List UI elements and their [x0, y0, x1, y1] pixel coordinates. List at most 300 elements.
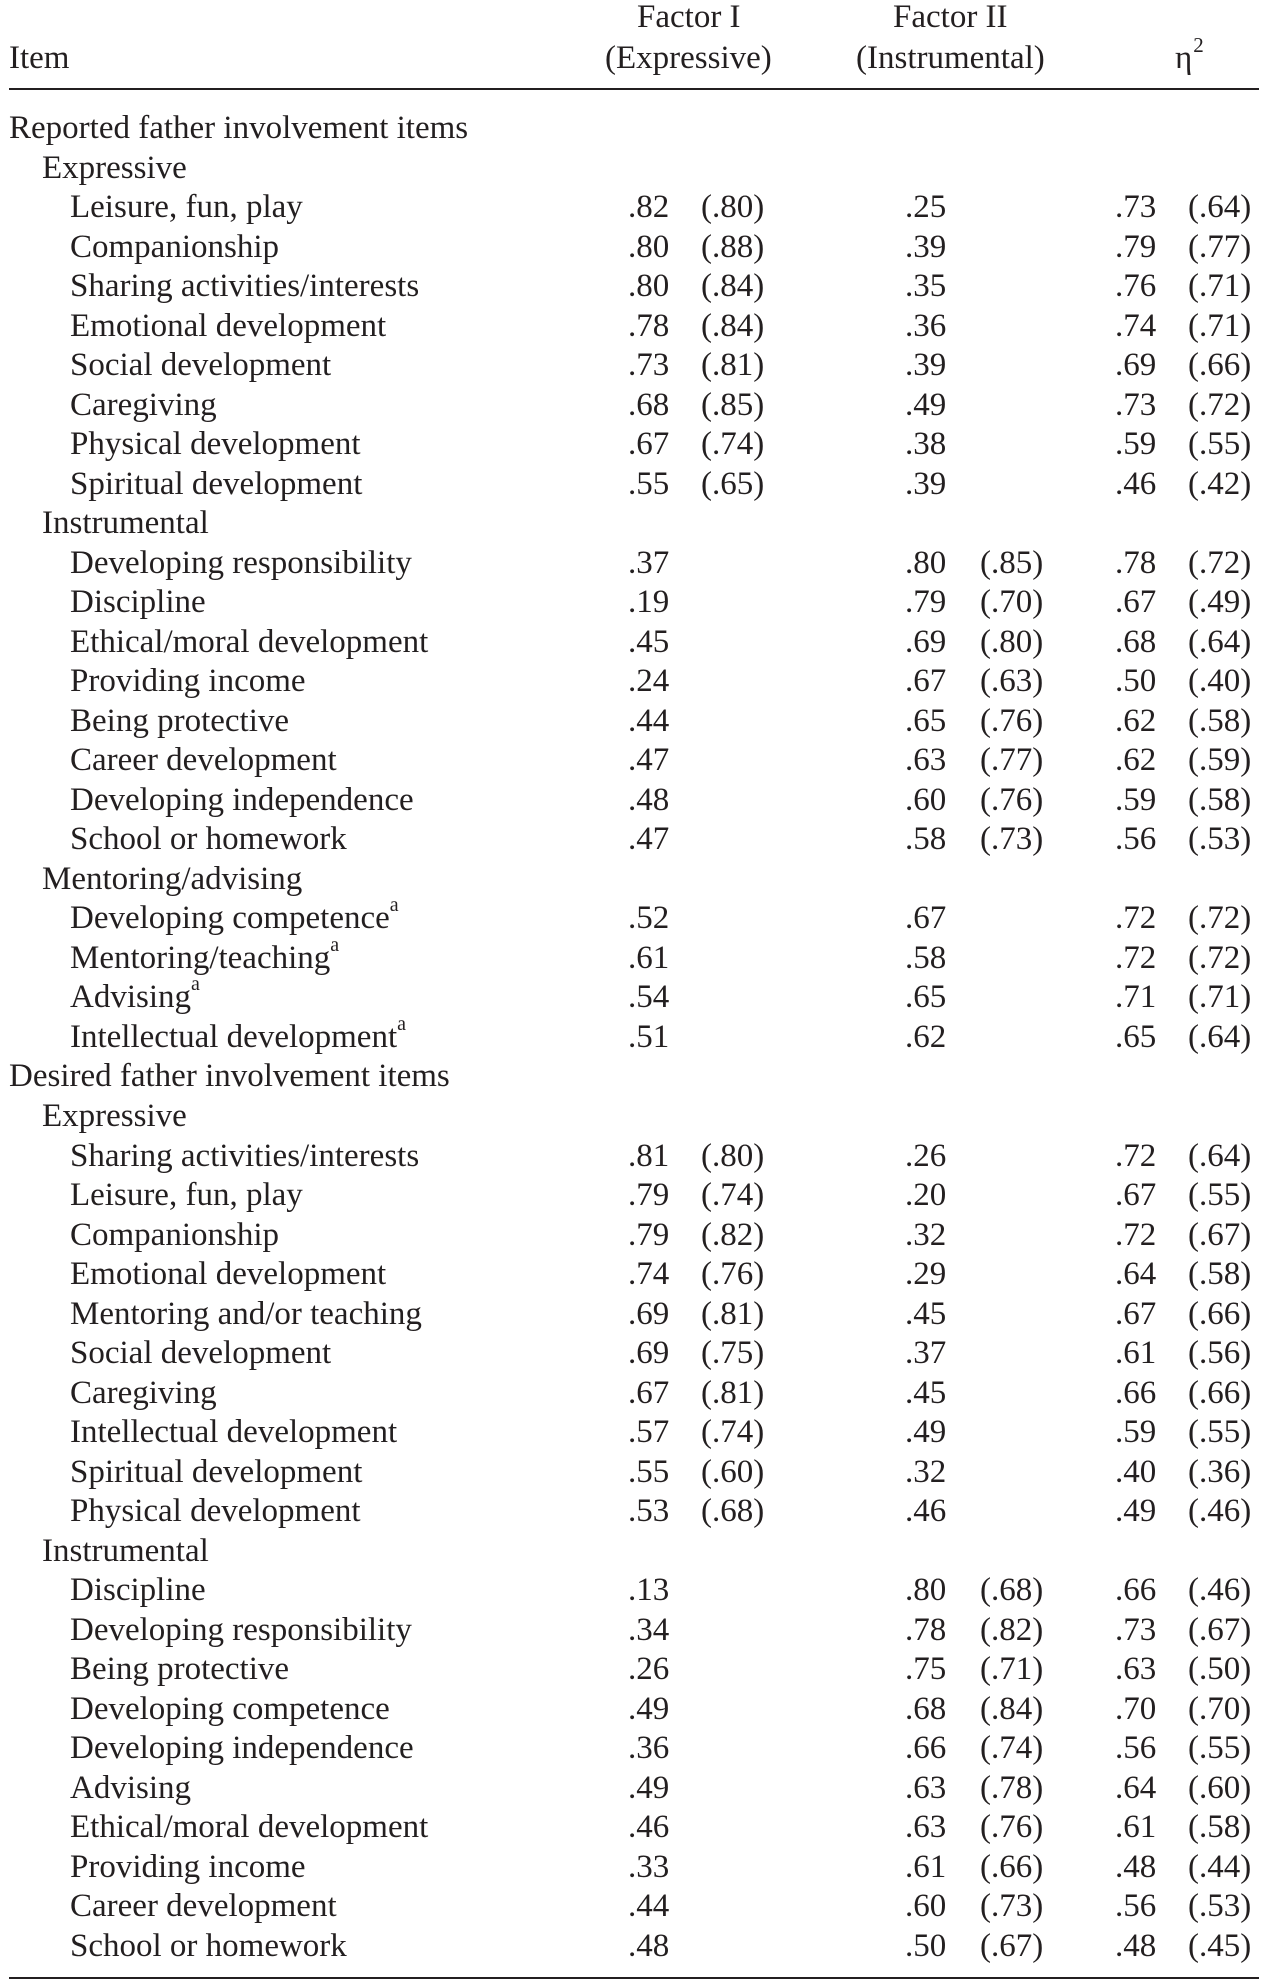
table-row	[0, 973, 1280, 1018]
eta-squared-value: .48	[1115, 1848, 1157, 1885]
eta-squared-value: .59	[1115, 1414, 1157, 1451]
eta-squared-cfa-value: (.64)	[1188, 189, 1252, 226]
factor2-cfa-loading: (.76)	[980, 702, 1044, 739]
item-label-text: Intellectual development	[70, 1414, 398, 1451]
footnote-marker: a	[330, 933, 340, 956]
table-row	[0, 1769, 1280, 1809]
factor1-cfa-loading: (.84)	[701, 268, 765, 305]
item-label-text: Instrumental	[42, 505, 209, 542]
item-label-text: Intellectual development	[70, 1018, 398, 1055]
factor1-loading: .67	[628, 426, 670, 463]
item-label-text: Leisure, fun, play	[70, 1177, 303, 1214]
factor2-loading: .63	[905, 742, 947, 779]
item-label	[70, 1216, 279, 1256]
eta-squared-cfa-value: (.60)	[1188, 1769, 1252, 1806]
factor2-loading: .49	[905, 386, 947, 423]
item-label-text: Discipline	[70, 584, 206, 621]
factor2-loading: .45	[905, 1295, 947, 1332]
factor1-loading: .49	[628, 1769, 670, 1806]
eta-squared-cfa-value: (.71)	[1188, 268, 1252, 305]
factor2-loading: .63	[905, 1769, 947, 1806]
table-row	[0, 1255, 1280, 1295]
factor2-loading: .39	[905, 465, 947, 502]
factor2-loading: .67	[905, 663, 947, 700]
factor2-loading: .58	[905, 939, 947, 976]
item-label-text: Being protective	[70, 1651, 290, 1688]
table-row	[0, 346, 1280, 386]
item-label-text: Physical development	[70, 1493, 361, 1530]
eta-squared-cfa-value: (.67)	[1188, 1611, 1252, 1648]
factor1-cfa-loading: (.65)	[701, 465, 765, 502]
item-label-text: Spiritual development	[70, 1453, 363, 1490]
table-row	[0, 1808, 1280, 1848]
factor2-loading: .67	[905, 900, 947, 937]
factor2-loading: .49	[905, 1414, 947, 1451]
factor1-loading: .47	[628, 821, 670, 858]
factor2-loading: .36	[905, 307, 947, 344]
factor1-cfa-loading: (.81)	[701, 347, 765, 384]
eta-squared-value: .73	[1115, 386, 1157, 423]
factor1-cfa-loading: (.80)	[701, 189, 765, 226]
table-row	[0, 188, 1280, 228]
factor2-cfa-loading: (.80)	[980, 623, 1044, 660]
table-row	[0, 1927, 1280, 1967]
eta-squared-cfa-value: (.44)	[1188, 1848, 1252, 1885]
item-label	[70, 1571, 206, 1611]
eta-symbol: η	[1175, 40, 1193, 76]
factor1-loading: .79	[628, 1177, 670, 1214]
factor2-loading: .65	[905, 702, 947, 739]
item-label	[70, 465, 362, 505]
factor2-cfa-loading: (.68)	[980, 1572, 1044, 1609]
item-label-text: Companionship	[70, 1216, 280, 1253]
item-label	[42, 149, 187, 189]
item-label	[70, 781, 414, 821]
item-label	[70, 1137, 419, 1177]
item-label	[70, 1808, 428, 1848]
item-label	[70, 1453, 362, 1493]
table-row	[0, 267, 1280, 307]
factor2-cfa-loading: (.63)	[980, 663, 1044, 700]
item-label	[70, 1492, 361, 1532]
eta-squared-value: .48	[1115, 1927, 1157, 1964]
factor1-loading: .81	[628, 1137, 670, 1174]
table-row	[0, 1729, 1280, 1769]
factor1-loading: .34	[628, 1611, 670, 1648]
item-label-text: Caregiving	[70, 386, 217, 423]
table-row	[0, 1012, 1280, 1058]
factor2-loading: .38	[905, 426, 947, 463]
factor2-loading: .68	[905, 1690, 947, 1727]
item-label-text: Developing competence	[70, 1690, 390, 1727]
eta-squared-value: .49	[1115, 1493, 1157, 1530]
subsection-header	[0, 1097, 1280, 1137]
item-label	[70, 1887, 337, 1927]
eta-squared-cfa-value: (.50)	[1188, 1651, 1252, 1688]
table-row	[0, 1413, 1280, 1453]
eta-squared-value: .72	[1115, 1216, 1157, 1253]
eta-squared-cfa-value: (.64)	[1188, 1018, 1252, 1055]
factor1-cfa-loading: (.60)	[701, 1453, 765, 1490]
factor2-loading: .20	[905, 1177, 947, 1214]
table-row	[0, 623, 1280, 663]
item-label	[70, 1255, 386, 1295]
table-row	[0, 1848, 1280, 1888]
item-label-text: Reported father involvement items	[9, 110, 469, 146]
factor1-cfa-loading: (.80)	[701, 1137, 765, 1174]
item-label	[70, 1176, 303, 1216]
eta-squared-value: .67	[1115, 584, 1157, 621]
factor1-loading: .19	[628, 584, 670, 621]
factor1-loading: .73	[628, 347, 670, 384]
item-label-text: Career development	[70, 742, 337, 779]
table-row	[0, 1611, 1280, 1651]
factor2-cfa-loading: (.78)	[980, 1769, 1044, 1806]
item-label-text: Providing income	[70, 663, 306, 700]
eta-squared-value: .72	[1115, 900, 1157, 937]
item-label	[42, 1532, 209, 1572]
factor1-loading: .52	[628, 900, 670, 937]
factor1-loading: .53	[628, 1493, 670, 1530]
item-label	[70, 1295, 422, 1335]
table-row	[0, 1887, 1280, 1927]
eta-squared-value: .64	[1115, 1256, 1157, 1293]
table-row	[0, 228, 1280, 268]
factor2-loading: .80	[905, 1572, 947, 1609]
factor1-loading: .80	[628, 268, 670, 305]
item-label-text: Social development	[70, 1335, 332, 1372]
eta-squared-cfa-value: (.64)	[1188, 1137, 1252, 1174]
header-factor1-title: Factor I	[637, 0, 741, 35]
eta-squared-value: .56	[1115, 1730, 1157, 1767]
eta-squared-value: .56	[1115, 1888, 1157, 1925]
eta-squared-cfa-value: (.67)	[1188, 1216, 1252, 1253]
item-label-text: Mentoring/teaching	[70, 939, 331, 976]
table-row	[0, 781, 1280, 821]
item-label-text: School or homework	[70, 1927, 347, 1964]
table-row	[0, 307, 1280, 347]
eta-squared-value: .62	[1115, 702, 1157, 739]
factor2-cfa-loading: (.76)	[980, 1809, 1044, 1846]
item-label	[70, 188, 303, 228]
factor1-loading: .36	[628, 1730, 670, 1767]
factor1-cfa-loading: (.88)	[701, 228, 765, 265]
factor2-loading: .62	[905, 1018, 947, 1055]
factor2-loading: .65	[905, 979, 947, 1016]
factor2-loading: .46	[905, 1493, 947, 1530]
factor1-loading: .55	[628, 465, 670, 502]
item-label	[70, 1611, 412, 1651]
factor2-loading: .61	[905, 1848, 947, 1885]
eta-squared-cfa-value: (.58)	[1188, 1809, 1252, 1846]
eta-squared-cfa-value: (.72)	[1188, 544, 1252, 581]
item-label	[70, 583, 206, 623]
factor1-loading: .78	[628, 307, 670, 344]
factor2-loading: .75	[905, 1651, 947, 1688]
factor2-loading: .60	[905, 1888, 947, 1925]
eta-squared-value: .72	[1115, 939, 1157, 976]
eta-squared-value: .56	[1115, 821, 1157, 858]
eta-squared-cfa-value: (.58)	[1188, 781, 1252, 818]
eta-squared-value: .74	[1115, 307, 1157, 344]
item-label	[70, 267, 419, 307]
eta-squared-cfa-value: (.49)	[1188, 584, 1252, 621]
eta-squared-cfa-value: (.71)	[1188, 979, 1252, 1016]
eta-squared-value: .59	[1115, 426, 1157, 463]
item-label-text: Emotional development	[70, 307, 387, 344]
eta-squared-value: .73	[1115, 189, 1157, 226]
factor1-loading: .46	[628, 1809, 670, 1846]
item-label-text: Advising	[70, 1769, 192, 1806]
eta-squared-value: .69	[1115, 347, 1157, 384]
header-factor2-title: Factor II	[893, 0, 1008, 35]
header-factor2-subtitle: (Instrumental)	[856, 40, 1045, 76]
factor1-cfa-loading: (.68)	[701, 1493, 765, 1530]
factor2-loading: .26	[905, 1137, 947, 1174]
factor2-cfa-loading: (.66)	[980, 1848, 1044, 1885]
eta-squared-cfa-value: (.66)	[1188, 1295, 1252, 1332]
factor2-loading: .25	[905, 189, 947, 226]
item-label	[70, 1729, 414, 1769]
item-label	[70, 425, 361, 465]
eta-squared-cfa-value: (.58)	[1188, 1256, 1252, 1293]
item-label-text: Career development	[70, 1888, 337, 1925]
table-row	[0, 1176, 1280, 1216]
eta-squared-value: .63	[1115, 1651, 1157, 1688]
factor2-loading: .45	[905, 1374, 947, 1411]
factor2-loading: .60	[905, 781, 947, 818]
item-label-text: Emotional development	[70, 1256, 387, 1293]
subsection-header	[0, 1532, 1280, 1572]
footnote-marker: a	[191, 973, 200, 996]
factor2-cfa-loading: (.84)	[980, 1690, 1044, 1727]
item-label	[70, 894, 399, 939]
item-label	[9, 109, 468, 149]
factor1-cfa-loading: (.82)	[701, 1216, 765, 1253]
factor2-loading: .37	[905, 1335, 947, 1372]
factor1-loading: .26	[628, 1651, 670, 1688]
eta-squared-cfa-value: (.59)	[1188, 742, 1252, 779]
footnote-marker: a	[389, 894, 399, 917]
table-row	[0, 465, 1280, 505]
factor1-cfa-loading: (.74)	[701, 426, 765, 463]
item-label-text: School or homework	[70, 821, 347, 858]
item-label-text: Developing independence	[70, 781, 414, 818]
eta-squared-value: .70	[1115, 1690, 1157, 1727]
table-row	[0, 1334, 1280, 1374]
factor2-loading: .80	[905, 544, 947, 581]
eta-squared-value: .62	[1115, 742, 1157, 779]
factor2-loading: .39	[905, 228, 947, 265]
item-label-text: Developing competence	[70, 900, 390, 937]
factor1-loading: .47	[628, 742, 670, 779]
eta-squared-value: .73	[1115, 1611, 1157, 1648]
item-label	[70, 346, 331, 386]
eta-squared-value: .61	[1115, 1335, 1157, 1372]
factor1-loading: .45	[628, 623, 670, 660]
eta-squared-value: .46	[1115, 465, 1157, 502]
factor2-cfa-loading: (.82)	[980, 1611, 1044, 1648]
item-label	[70, 307, 386, 347]
factor2-cfa-loading: (.73)	[980, 1888, 1044, 1925]
item-label	[70, 1334, 331, 1374]
section-header	[0, 1057, 1280, 1097]
factor1-cfa-loading: (.76)	[701, 1256, 765, 1293]
eta-squared-cfa-value: (.40)	[1188, 663, 1252, 700]
item-label	[70, 933, 340, 979]
item-label-text: Caregiving	[70, 1374, 217, 1411]
item-label	[9, 1057, 450, 1097]
factor1-cfa-loading: (.81)	[701, 1374, 765, 1411]
table-row	[0, 544, 1280, 584]
factor1-loading: .49	[628, 1690, 670, 1727]
eta-squared-value: .67	[1115, 1177, 1157, 1214]
eta-squared-cfa-value: (.72)	[1188, 900, 1252, 937]
item-label-text: Social development	[70, 347, 332, 384]
item-label	[70, 1374, 217, 1414]
item-label	[70, 1690, 390, 1730]
item-label-text: Physical development	[70, 426, 361, 463]
item-label-text: Leisure, fun, play	[70, 189, 303, 226]
factor1-loading: .44	[628, 1888, 670, 1925]
item-label-text: Instrumental	[42, 1532, 209, 1569]
item-label	[70, 1769, 191, 1809]
factor2-loading: .39	[905, 347, 947, 384]
item-label	[70, 623, 428, 663]
factor2-loading: .32	[905, 1216, 947, 1253]
section-header	[0, 109, 1280, 149]
factor2-cfa-loading: (.74)	[980, 1730, 1044, 1767]
item-label-text: Sharing activities/interests	[70, 1137, 420, 1174]
eta-squared-value: .66	[1115, 1374, 1157, 1411]
eta-squared-value: .50	[1115, 663, 1157, 700]
factor1-cfa-loading: (.81)	[701, 1295, 765, 1332]
factor2-loading: .79	[905, 584, 947, 621]
eta-squared-cfa-value: (.53)	[1188, 1888, 1252, 1925]
bottom-rule	[9, 1977, 1259, 1979]
factor1-loading: .37	[628, 544, 670, 581]
eta-squared-value: .68	[1115, 623, 1157, 660]
eta-squared-cfa-value: (.66)	[1188, 1374, 1252, 1411]
factor1-loading: .61	[628, 939, 670, 976]
eta-squared-value: .64	[1115, 1769, 1157, 1806]
item-label-text: Developing responsibility	[70, 1611, 412, 1648]
factor1-loading: .24	[628, 663, 670, 700]
eta-squared-cfa-value: (.72)	[1188, 939, 1252, 976]
item-label	[70, 973, 200, 1018]
eta-squared-cfa-value: (.71)	[1188, 307, 1252, 344]
subsection-header	[0, 149, 1280, 189]
item-label-text: Discipline	[70, 1572, 206, 1609]
factor1-loading: .55	[628, 1453, 670, 1490]
eta-superscript: 2	[1193, 33, 1204, 57]
eta-squared-value: .66	[1115, 1572, 1157, 1609]
factor1-loading: .69	[628, 1295, 670, 1332]
factor2-loading: .29	[905, 1256, 947, 1293]
factor1-loading: .80	[628, 228, 670, 265]
eta-squared-cfa-value: (.53)	[1188, 821, 1252, 858]
eta-squared-value: .78	[1115, 544, 1157, 581]
eta-squared-cfa-value: (.64)	[1188, 623, 1252, 660]
factor1-loading: .82	[628, 189, 670, 226]
factor1-loading: .68	[628, 386, 670, 423]
item-label-text: Spiritual development	[70, 465, 363, 502]
item-label-text: Sharing activities/interests	[70, 268, 420, 305]
item-label	[70, 1012, 407, 1058]
subsection-header	[0, 504, 1280, 544]
eta-squared-cfa-value: (.45)	[1188, 1927, 1252, 1964]
factor1-cfa-loading: (.74)	[701, 1177, 765, 1214]
factor1-loading: .51	[628, 1018, 670, 1055]
table-row	[0, 1137, 1280, 1177]
table-row	[0, 1453, 1280, 1493]
table-row	[0, 741, 1280, 781]
header-factor1-subtitle: (Expressive)	[605, 40, 772, 76]
factor2-loading: .78	[905, 1611, 947, 1648]
item-label-text: Advising	[70, 979, 192, 1016]
item-label	[70, 1650, 289, 1690]
eta-squared-cfa-value: (.77)	[1188, 228, 1252, 265]
eta-squared-value: .72	[1115, 1137, 1157, 1174]
item-label	[70, 386, 217, 426]
table-row	[0, 425, 1280, 465]
factor2-loading: .35	[905, 268, 947, 305]
factor1-cfa-loading: (.74)	[701, 1414, 765, 1451]
factor1-loading: .69	[628, 1335, 670, 1372]
header-eta-squared	[1175, 33, 1204, 81]
eta-squared-value: .79	[1115, 228, 1157, 265]
eta-squared-cfa-value: (.46)	[1188, 1493, 1252, 1530]
table-row	[0, 1650, 1280, 1690]
item-label-text: Mentoring and/or teaching	[70, 1295, 422, 1332]
item-label-text: Ethical/moral development	[70, 623, 429, 660]
eta-squared-cfa-value: (.36)	[1188, 1453, 1252, 1490]
item-label-text: Mentoring/advising	[42, 860, 303, 897]
item-label	[42, 504, 209, 544]
item-label	[42, 1097, 187, 1137]
item-label	[70, 1413, 397, 1453]
table-row	[0, 1571, 1280, 1611]
factor1-loading: .54	[628, 979, 670, 1016]
item-label-text: Ethical/moral development	[70, 1809, 429, 1846]
factor2-cfa-loading: (.85)	[980, 544, 1044, 581]
factor2-loading: .66	[905, 1730, 947, 1767]
eta-squared-value: .67	[1115, 1295, 1157, 1332]
factor2-loading: .63	[905, 1809, 947, 1846]
factor2-cfa-loading: (.77)	[980, 742, 1044, 779]
factor1-cfa-loading: (.75)	[701, 1335, 765, 1372]
eta-squared-cfa-value: (.70)	[1188, 1690, 1252, 1727]
factor2-loading: .32	[905, 1453, 947, 1490]
eta-squared-value: .71	[1115, 979, 1157, 1016]
factor2-loading: .69	[905, 623, 947, 660]
item-label	[70, 741, 337, 781]
factor2-cfa-loading: (.67)	[980, 1927, 1044, 1964]
table-row	[0, 386, 1280, 426]
factor1-loading: .48	[628, 1927, 670, 1964]
eta-squared-value: .59	[1115, 781, 1157, 818]
item-label	[70, 228, 279, 268]
item-label	[70, 1927, 347, 1967]
factor1-loading: .67	[628, 1374, 670, 1411]
item-label	[70, 702, 289, 742]
eta-squared-cfa-value: (.55)	[1188, 1177, 1252, 1214]
footnote-marker: a	[397, 1012, 407, 1035]
table-row	[0, 894, 1280, 939]
factor2-cfa-loading: (.73)	[980, 821, 1044, 858]
item-label-text: Providing income	[70, 1848, 306, 1885]
table-row	[0, 1374, 1280, 1414]
